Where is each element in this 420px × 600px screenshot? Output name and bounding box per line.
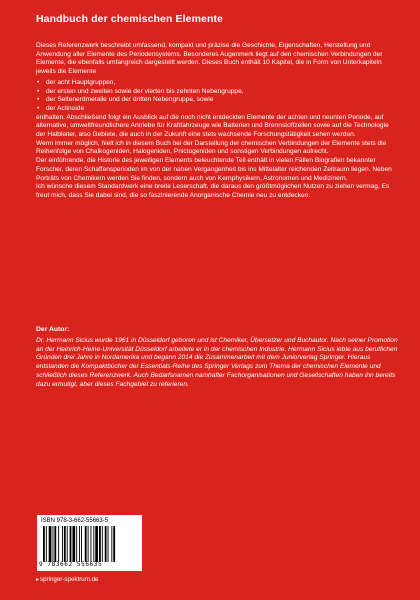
list-item: • der Actinoide <box>36 105 400 114</box>
publisher-url-text: springer-spektrum.de <box>40 576 99 583</box>
barcode-icon <box>43 526 137 562</box>
list-item: • der ersten und zweiten sowie der vierten bis zehnten Nebengruppe, <box>36 88 400 97</box>
publisher-url[interactable] <box>36 576 98 583</box>
blurb <box>36 42 400 201</box>
barcode-digits: 9 783662 556635 <box>39 561 103 568</box>
closing-paragraph: Ich wünsche diesem Standardwerk eine breite Leserschaft, die daraus den größtmöglichen Nutzen zu ziehen vermag. Es freut mich, dass Sie dabei sind, die so faszinierende Anorganische Chemie neu zu entdecken. <box>36 183 390 199</box>
history-paragraph: Der einführende, die Historie des jeweiligen Elements beleuchtende Teil enthält in vielen Fällen Biografien bekannter Forscher, deren Schaffensperioden im von der nahen Vergangenheit bis ins Mittelalter reichenden Zeitraum liegen. Neben Porträts von Chemikern werden Sie finden, sondern auch von Kernphysikern, Astronomen und Medizinern. <box>36 157 392 182</box>
outlook-paragraph: enthalten. Abschließend folgt ein Ausblick auf die noch nicht entdeckten Elemente der achten und neunten Periode, auf alternative, umweltfreundlichere Antriebe für Kraftfahrzeuge wie Batterien und Brennstoffzellen sowie auf die Technologie der Halbleiter, also Gebiete, die auch in der Zukunft eine stets wachsende Forschungstätigkeit sehen werden. <box>36 113 389 139</box>
author-bio: Dr. Hermann Sicius wurde 1961 in Düsseldorf geboren und ist Chemiker, Übersetzer und Buchautor. Nach seiner Promotion an der Heinrich-Heine-Universität Düsseldorf arbeitete er in der chemischen Industrie. Hermann Sicius lebte aus beruflichen Gründen drei Jahre in Nordamerika und begann 2014 die Zusammenarbeit mit dem Juniorverlag Springer. Hieraus entstanden die Kompaktbücher der Essentials-Reihe des Springer Verlags zum Thema der chemischen Elemente und schließlich dieses Referenzwerk. Auch Bedarfsnamen namhafter Fachorganisationen und Gesellschaften haben ihn bereits dazu ermutigt, aber dieses Fachgebiet zu referieren. <box>36 337 398 388</box>
list-item: • der Seltenerdmetalle und der dritten Nebengruppe, sowie <box>36 96 400 105</box>
isbn-label: ISBN 978-3-662-55663-5 <box>41 518 109 524</box>
intro-paragraph: Dieses Referenzwerk beschreibt umfassend, kompakt und präzise die Geschichte, Eigenschaften, Herstellung und Anwendung aller Elemente des Periodensystems. Besonderes Augenmerk liegt auf den chemischen Verbindungen der Elemente, die ebenfalls umfangreich dargestellt werden. Dieses Buch enthält 10 Kapitel, die in Form von Unterkapiteln jeweils die Elemente <box>36 42 383 76</box>
arrow-right-icon: ▸ <box>36 577 40 583</box>
book-title: Handbuch der chemischen Elemente <box>36 13 224 25</box>
order-paragraph: Wenn immer möglich, hielt ich in diesem Buch bei der Darstellung der chemischen Verbindungen der Elemente stets die Reihenfolge von Chalkogeniden, Halogeniden, Pnictogeniden und sonstigen Verbindungen aufrecht. <box>36 139 387 156</box>
list-item: • der acht Hauptgruppen, <box>36 79 400 88</box>
author-heading: Der Autor: <box>36 326 70 333</box>
barcode-panel <box>37 515 142 571</box>
element-groups-list <box>36 79 400 114</box>
